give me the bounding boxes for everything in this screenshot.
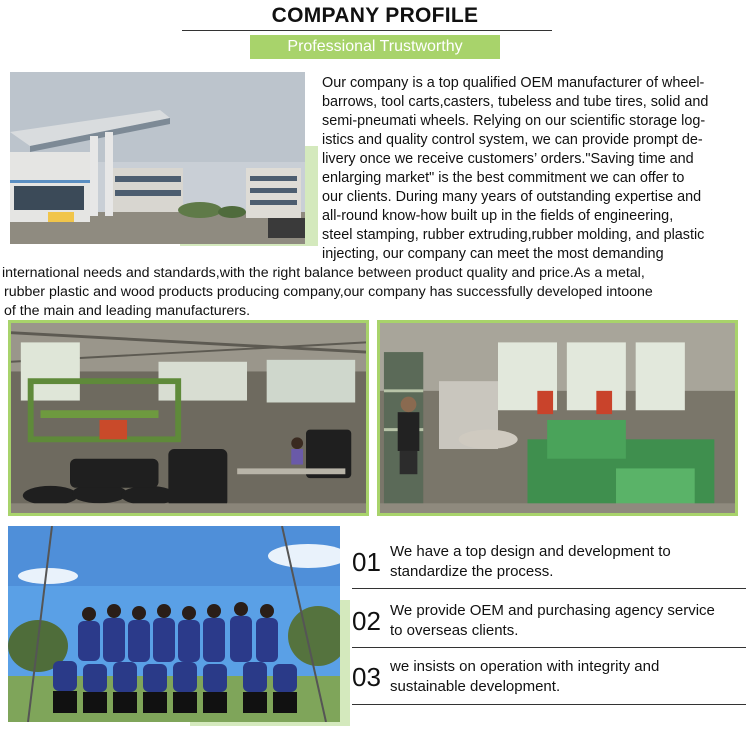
workshop-photo-left bbox=[8, 320, 369, 516]
point-item-02 bbox=[352, 600, 746, 648]
intro-line: rubber plastic and wood products producing company,our company has successfully developed intoone bbox=[4, 284, 653, 300]
point-number: 01 bbox=[352, 547, 381, 577]
point-divider bbox=[352, 704, 746, 705]
point-item-01 bbox=[352, 541, 746, 589]
factory-building-photo bbox=[10, 72, 305, 244]
intro-line: Our company is a top qualified OEM manufacturer of wheel- bbox=[322, 75, 705, 91]
intro-line: international needs and standards,with the right balance between product quality and price.As a metal, bbox=[2, 265, 645, 281]
page-title: COMPANY PROFILE bbox=[271, 4, 479, 27]
point-number: 02 bbox=[352, 606, 381, 636]
intro-line: steel stamping, rubber extruding,rubber molding, and plastic bbox=[322, 227, 705, 243]
intro-line: livery once we receive customers’ orders."Saving time and bbox=[322, 151, 694, 167]
workshop-photo-right bbox=[377, 320, 738, 516]
team-group-photo bbox=[8, 526, 340, 722]
point-text-line: We provide OEM and purchasing agency service bbox=[390, 602, 715, 619]
point-divider bbox=[352, 647, 746, 648]
intro-line: all-round know-how built up in the fields of engineering, bbox=[322, 208, 674, 224]
point-item-03 bbox=[352, 656, 746, 706]
intro-line: enlarging market" is the best commitment we can offer to bbox=[322, 170, 685, 186]
point-text-line: we insists on operation with integrity and bbox=[390, 658, 660, 675]
intro-line: our clients. During many years of outstanding expertise and bbox=[322, 189, 702, 205]
point-text-line: We have a top design and development to bbox=[390, 543, 671, 560]
point-text-line: sustainable development. bbox=[390, 678, 561, 695]
point-divider bbox=[352, 588, 746, 589]
intro-line: injecting, our company can meet the most demanding bbox=[322, 246, 664, 262]
subtitle-banner: Professional Trustworthy bbox=[250, 35, 500, 59]
point-number: 03 bbox=[352, 662, 381, 692]
title-divider bbox=[182, 30, 552, 31]
intro-line: semi-pneumati wheels. Relying on our scientific storage log- bbox=[322, 113, 706, 129]
point-text-line: standardize the process. bbox=[390, 563, 554, 580]
intro-line: istics and quality control system, we can provide prompt de- bbox=[322, 132, 703, 148]
intro-line: barrows, tool carts,casters, tubeless and tube tires, solid and bbox=[322, 94, 709, 110]
intro-line: of the main and leading manufacturers. bbox=[4, 303, 251, 319]
point-text-line: to overseas clients. bbox=[390, 622, 519, 639]
